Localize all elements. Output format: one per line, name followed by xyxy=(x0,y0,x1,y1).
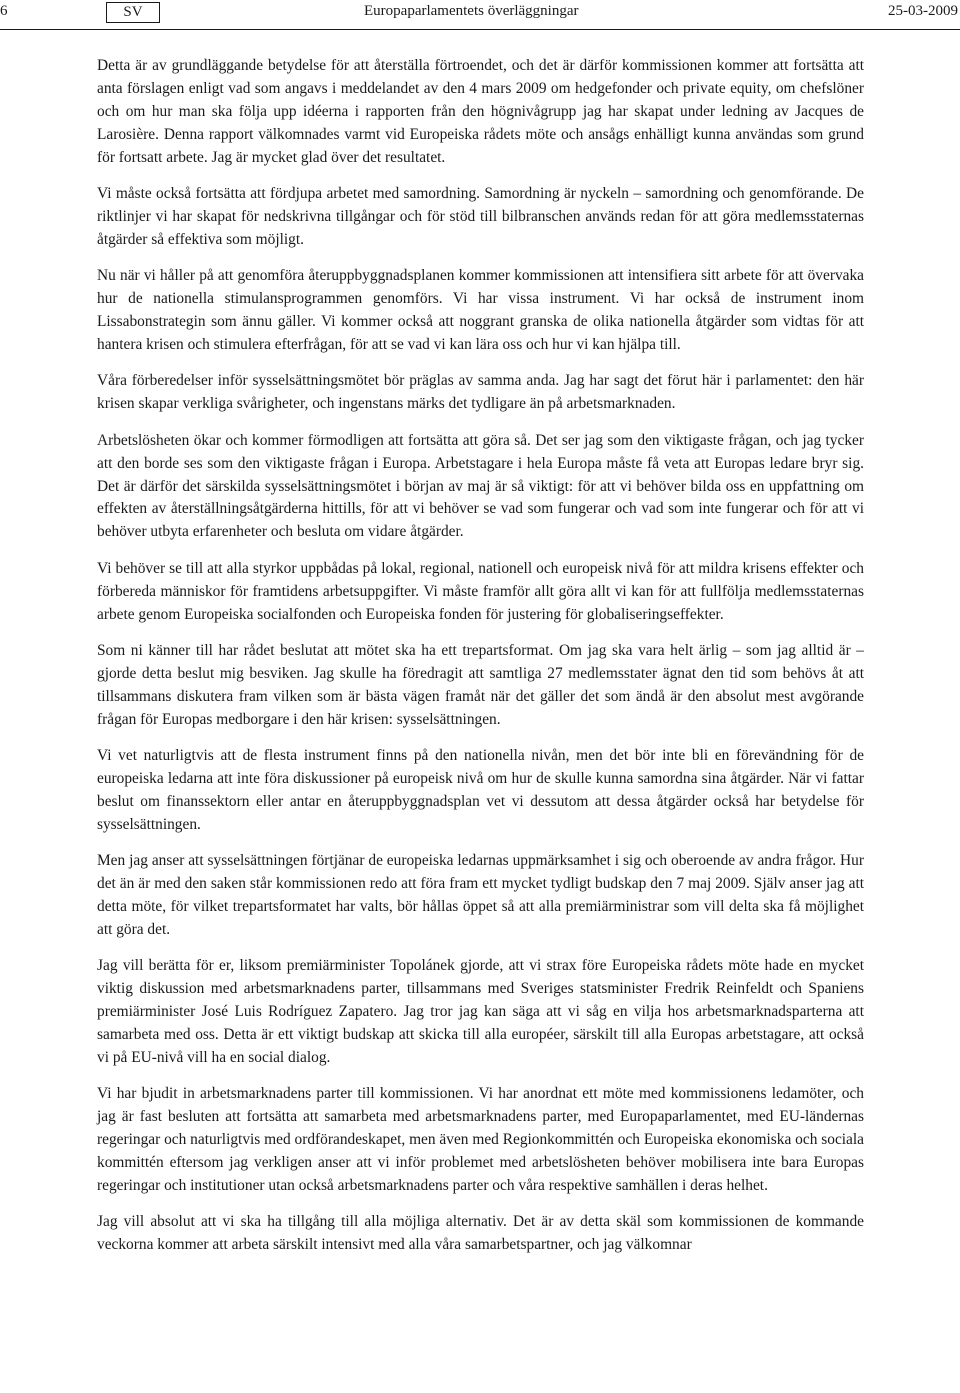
paragraph: Nu när vi håller på att genomföra återuppbyggnadsplanen kommer kommissionen att intensifiera sitt arbete för att övervaka hur de nationella stimulansprogrammen genomförs. Vi har vissa instrument. Vi har också de instrument inom Lissabonstrategin som ännu gäller. Vi kommer också att noggrant granska de olika nationella åtgärder som vidtas för att hantera krisen och stimulera efterfrågan, för att se vad vi kan lära oss och hur vi kan hjälpa till. xyxy=(97,267,864,353)
paragraph: Vi vet naturligtvis att de flesta instrument finns på den nationella nivån, men det bör inte bli en förevändning för de europeiska ledarna att inte föra diskussioner på europeisk nivå om hur de skulle kunna samordna sina åtgärder. När vi fattar beslut om finanssektorn eller antar en återuppbyggnadsplan vet vi dessutom att dessa åtgärder också har betydelse för sysselsättningen. xyxy=(97,747,864,833)
language-label: SV xyxy=(106,2,160,23)
paragraph: Arbetslösheten ökar och kommer förmodligen att fortsätta att göra så. Det ser jag som den viktigaste frågan, och jag tycker att den borde ses som den viktigaste frågan i Europa. Arbetstagare i hela Europa måste få veta att Europas ledare bryr sig. Det är därför det särskilda sysselsättningsmötet i början av maj är så viktigt: för att vi behöver bilda oss en uppfattning om effekten av återställningsåtgärderna hittills, för att vi behöver se vad som fungerar och vad som inte fungerar och för att vi behöver utbyta erfarenheter och besluta om vidare åtgärder. xyxy=(97,431,864,541)
page-number: 6 xyxy=(0,3,8,19)
page-header xyxy=(0,0,960,30)
paragraph: Jag vill absolut att vi ska ha tillgång till alla möjliga alternativ. Det är av detta skäl som kommissionen de kommande veckorna kommer att arbeta särskilt intensivt med alla våra samarbetspartner, och jag välkomnar xyxy=(97,1213,864,1254)
paragraph: Våra förberedelser inför sysselsättningsmötet bör präglas av samma anda. Jag har sagt det förut här i parlamentet: den här krisen skapar verkliga svårigheter, och ingenstans märks det tydligare än på arbetsmarknaden. xyxy=(97,372,864,413)
paragraph: Som ni känner till har rådet beslutat att mötet ska ha ett trepartsformat. Om jag ska vara helt ärlig – som jag alltid är – gjorde detta beslut mig besviken. Jag skulle ha föredragit att samtliga 27 medlemsstater ägnat den tid som behövs åt att tillsammans diskutera fram vilken som är bästa vägen framåt när det gäller det som ändå är den absolut mest avgörande frågan för Europas medborgare i den här krisen: sysselsättningen. xyxy=(97,641,864,728)
document-body xyxy=(97,55,864,1271)
paragraph: Vi måste också fortsätta att fördjupa arbetet med samordning. Samordning är nyckeln – samordning och genomförande. De riktlinjer vi har skapat för nedskrivna tillgångar och för stöd till bilbranschen används redan för att göra medlemsstaternas åtgärder så effektiva som möjligt. xyxy=(97,185,864,248)
paragraph: Vi har bjudit in arbetsmarknadens parter till kommissionen. Vi har anordnat ett möte med kommissionens ledamöter, och jag är fast besluten att fortsätta att samarbeta med arbetsmarknadens parter, med Europaparlamentet, med EU-ländernas regeringar och naturligtvis med ordförandeskapet, men även med Regionkommittén och Europeiska ekonomiska och sociala kommittén eftersom jag verkligen anser att vi inför problemet med arbetslösheten behöver mobilisera inte bara Europas regeringar och institutioner utan också arbetsmarknadens parter och våra respektive samhällen i deras helhet. xyxy=(97,1085,864,1194)
paragraph: Detta är av grundläggande betydelse för att återställa förtroendet, och det är därför kommissionen kommer att fortsätta att anta förslagen enligt vad som angavs i meddelandet av den 4 mars 2009 om hedgefonder och private equity, om chefslöner och om hur man ska följa upp idéerna i rapporten från den högnivågrupp jag har skapat under ledning av Jacques de Larosière. Denna rapport välkomnades varmt vid Europeiska rådets möte och ansågs enhälligt kunna användas som grund för fortsatt arbete. Jag är mycket glad över det resultatet. xyxy=(97,57,864,166)
paragraph: Men jag anser att sysselsättningen förtjänar de europeiska ledarnas uppmärksamhet i sig och oberoende av andra frågor. Hur det än är med den saken står kommissionen redo att föra fram ett mycket tydligt budskap den 7 maj 2009. Själv anser jag att detta möte, för vilket trepartsformatet har valts, bör hållas öppet så att alla premiärministrar som vill delta ska få möjlighet att göra det. xyxy=(97,852,864,938)
paragraph: Jag vill berätta för er, liksom premiärminister Topolánek gjorde, att vi strax före Europeiska rådets möte hade en mycket viktig diskussion med arbetsmarknadens parter, tillsammans med Sveriges statsminister Fredrik Reinfeldt och Spaniens premiärminister José Luis Rodríguez Zapatero. Jag tror jag kan säga att vi såg en vilja hos arbetsmarknadsparterna att samarbeta med oss. Detta är ett viktigt budskap att skicka till alla européer, särskilt till alla Europas arbetstagare, att också vi på EU-nivå vill ha en social dialog. xyxy=(97,957,864,1066)
paragraph: Vi behöver se till att alla styrkor uppbådas på lokal, regional, nationell och europeisk nivå för att mildra krisens effekter och förbereda människor för framtidens arbetsuppgifter. Vi måste framför allt göra allt vi kan för att fullfölja medlemsstaternas arbete genom Europeiska socialfonden och Europeiska fonden för justering för globaliseringseffekter. xyxy=(97,559,864,623)
publication-date: 25-03-2009 xyxy=(888,3,958,19)
header-divider xyxy=(0,29,960,30)
publication-title: Europaparlamentets överläggningar xyxy=(364,3,579,19)
